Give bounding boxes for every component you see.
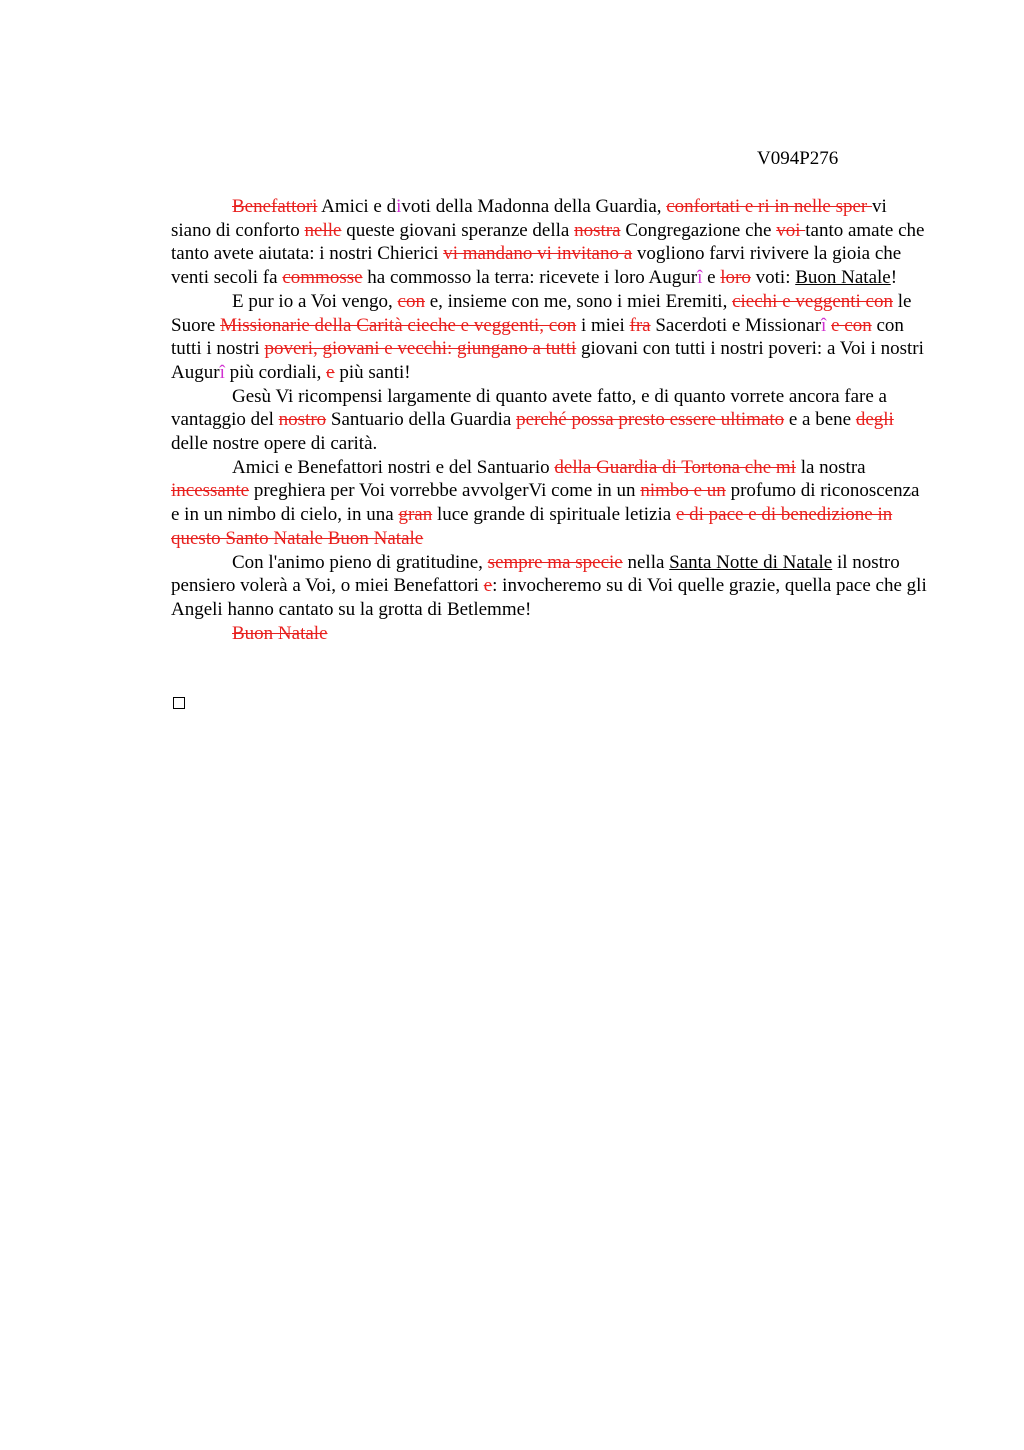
paragraph-1 — [171, 195, 931, 290]
document-id: V094P276 — [757, 148, 839, 169]
text-run: Con l'animo pieno di gratitudine, — [232, 551, 488, 573]
letter-body — [171, 195, 931, 645]
deleted-text: incessante — [171, 480, 250, 502]
underlined-text: Santa Notte di Natale — [669, 551, 833, 573]
deleted-text: Benefattori — [232, 196, 318, 217]
text-run: voti: — [750, 267, 796, 289]
deleted-text: vi mandano vi invitano a — [443, 243, 633, 265]
text-run: più cordiali, — [224, 361, 327, 383]
text-run: queste giovani speranze della — [341, 219, 575, 241]
deleted-text: e di pace e di benedizione in questo Santo Natale Buon Natale — [171, 504, 893, 549]
deleted-text: loro — [720, 267, 751, 289]
paragraph-2 — [171, 290, 931, 385]
text-run: voti della Madonna della Guardia, — [401, 196, 667, 217]
deleted-text: voi — [776, 219, 806, 241]
deleted-text: e — [326, 361, 335, 383]
inserted-char: î — [697, 267, 703, 289]
text-run: : invocheremo su di Voi quelle grazie, quella pace che gli Angeli hanno cantato su la grotta di Betlemme! — [171, 575, 927, 620]
text-run: con tutti i nostri — [171, 314, 904, 360]
deleted-text: e — [483, 575, 493, 597]
deleted-text: ciechi e veggenti con — [732, 290, 893, 312]
text-run: vi siano di conforto — [171, 196, 887, 241]
text-run: i miei — [576, 314, 630, 336]
deleted-text: sempre ma specie — [487, 551, 623, 573]
deleted-text: poveri, giovani e vecchi: giungano a tutti — [264, 338, 577, 360]
checkbox-square-icon — [173, 697, 185, 709]
text-run: preghiera per Voi vorrebbe avvolgerVi come in un — [249, 480, 641, 502]
text-run: Congregazione che — [620, 219, 777, 241]
text-run: Amici e Benefattori nostri e del Santuario — [232, 456, 555, 478]
deleted-text: confortati e ri in nelle sper — [666, 196, 873, 217]
deleted-text: con — [397, 290, 425, 312]
text-run: le Suore — [171, 290, 912, 336]
text-run: nella — [622, 551, 670, 573]
deleted-text: Missionarie della Carità cieche e veggenti, con — [220, 314, 577, 336]
text-run: tanto amate che tanto avete aiutata: i nostri Chierici — [171, 219, 925, 265]
deleted-text: gran — [398, 504, 433, 526]
text-run: profumo di riconoscenza e in un nimbo di cielo, in una — [171, 480, 920, 526]
text-run: Gesù Vi ricompensi largamente di quanto avete fatto, e di quanto vorrete ancora fare a vantaggio del — [171, 385, 887, 431]
deleted-text: nostro — [278, 409, 327, 431]
deleted-text: Buon Natale — [232, 622, 328, 644]
text-run: il nostro pensiero volerà a Voi, o miei Benefattori — [171, 551, 900, 597]
text-run: giovani con tutti i nostri poveri: a Voi i nostri Augur — [171, 338, 924, 383]
paragraph-6 — [171, 622, 931, 646]
inserted-char: î — [219, 361, 225, 383]
text-run: Santuario della Guardia — [326, 409, 517, 431]
deleted-text: degli — [855, 409, 894, 431]
text-run: ! — [890, 267, 898, 289]
deleted-text: nimbo e un — [640, 480, 726, 502]
text-run: e, insieme con me, sono i miei Eremiti, — [424, 290, 733, 312]
underlined-text: Buon Natale — [795, 267, 891, 289]
text-run: E pur io a Voi vengo, — [232, 290, 398, 312]
text-run: vogliono farvi rivivere la gioia che venti secoli fa — [171, 243, 902, 289]
paragraph-3 — [171, 385, 931, 456]
inserted-char: i — [396, 196, 402, 217]
text-run: Sacerdoti e Missionar — [650, 314, 822, 336]
text-run: e — [702, 267, 721, 289]
deleted-text: e con — [831, 314, 872, 336]
deleted-text: perché possa presto essere ultimato — [516, 409, 785, 431]
text-run: luce grande di spirituale letizia — [432, 504, 676, 526]
deleted-text: della Guardia di Tortona che mi — [554, 456, 796, 478]
deleted-text: commosse — [282, 267, 363, 289]
deleted-text: nostra — [574, 219, 621, 241]
text-run: e a bene — [784, 409, 856, 431]
text-run: più santi! — [334, 361, 411, 383]
text-run: la nostra — [795, 456, 866, 478]
text-run: Amici e d — [317, 196, 397, 217]
deleted-text: nelle — [304, 219, 342, 241]
paragraph-5 — [171, 551, 931, 622]
deleted-text: fra — [629, 314, 651, 336]
text-run: delle nostre opere di carità. — [171, 433, 378, 455]
text-run: ha commosso la terra: ricevete i loro Augur — [362, 267, 698, 289]
inserted-char: î — [821, 314, 827, 336]
paragraph-4 — [171, 456, 931, 551]
